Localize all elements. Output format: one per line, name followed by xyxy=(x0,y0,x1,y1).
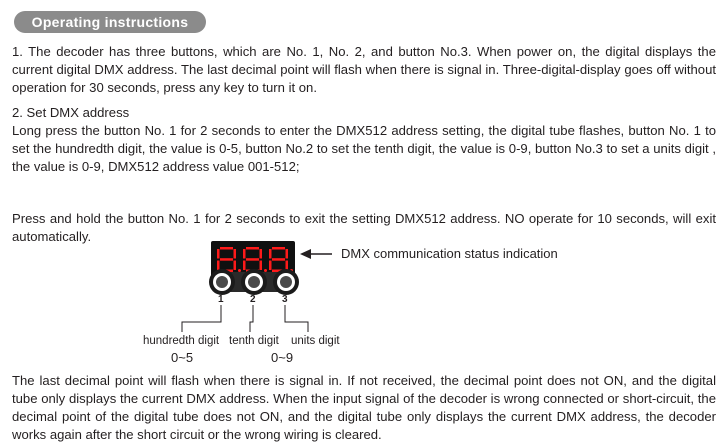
bracket-tenth xyxy=(250,305,253,332)
button-3 xyxy=(280,276,292,288)
bracket-hundredth xyxy=(182,305,221,332)
status-indication-label: DMX communication status indication xyxy=(341,246,558,261)
paragraph-decimal-point: The last decimal point will flash when there is signal in. If not received, the decimal point does not ON, and the digital tube only displays the current DMX address. When the input signal of the decoder is wrong connected or short-circuit, the decimal point of the digital tube does not ON, and the digital tube only displays the current DMX address, the decoder works again after the short circuit or the wrong wiring is cleared. xyxy=(12,373,716,442)
section-header: Operating instructions xyxy=(14,11,206,33)
set-dmx-body: Long press the button No. 1 for 2 seconds to enter the DMX512 address setting, the digital tube flashes, button No. 1 to set the hundredth digit, the value is 0-5, button No.2 to set the tenth digit, the value is 0-9, button No.3 to set a units digit , the value is 0-9, DMX512 address value 001-512; xyxy=(12,123,716,174)
button-1 xyxy=(216,276,228,288)
set-dmx-heading: 2. Set DMX address xyxy=(12,105,130,120)
bracket-units xyxy=(285,305,308,332)
paragraph-buttons-intro: 1. The decoder has three buttons, which are No. 1, No. 2, and button No.3. When power on, the digital displays the current digital DMX address. The last decimal point will flash when there is signal in. Three-digital-display goes off without operation for 30 seconds, press any key to turn it on. xyxy=(12,44,716,95)
hundredth-digit-label: hundredth digit xyxy=(143,335,220,347)
tenth-units-range: 0~9 xyxy=(271,350,294,365)
tenth-digit-label: tenth digit xyxy=(229,335,279,347)
button-2 xyxy=(248,276,260,288)
button-number-1: 1 xyxy=(218,294,224,305)
paragraph-exit-setting: Press and hold the button No. 1 for 2 seconds to exit the setting DMX512 address. NO operate for 10 seconds, will exit automatically. xyxy=(12,211,716,244)
button-number-2: 2 xyxy=(250,294,256,305)
units-digit-label: units digit xyxy=(291,335,340,347)
button-number-3: 3 xyxy=(282,294,288,305)
hundredth-range: 0~5 xyxy=(171,350,194,365)
status-arrow-head xyxy=(300,249,311,259)
